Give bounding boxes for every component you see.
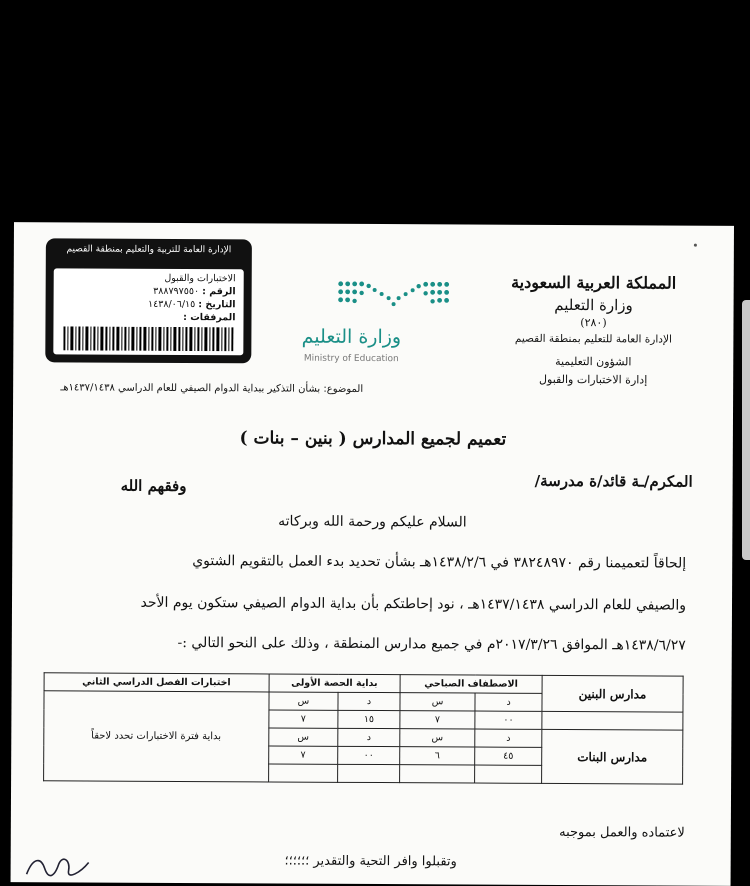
boys-first-min: ١٥ <box>338 710 400 728</box>
paper-mark <box>694 244 697 247</box>
barcode-icon <box>63 326 233 351</box>
boys-assembly-hour: ٧ <box>400 711 475 729</box>
row-head-boys: مدارس البنين <box>542 675 683 712</box>
stamp-body <box>53 268 243 355</box>
department-name: إدارة الاختبارات والقبول <box>539 372 648 387</box>
header-morning-assembly: الاصطفاف الصباحي <box>400 675 542 694</box>
unit-hour: س <box>400 693 475 711</box>
stamp-date: ١٤٣٨/٠٦/١٥ <box>148 298 196 311</box>
closing-instruction: لاعتماده والعمل بموجبه <box>559 824 685 841</box>
boys-assembly-min: ٠٠ <box>475 711 542 729</box>
header-exams: اختبارات الفصل الدراسي الثاني <box>44 673 269 692</box>
body-line-1: إلحاقاً لتعميمنا رقم ٣٨٢٤٨٩٧٠ في ١٤٣٨/٢/٦هـ بشأن تحديد بدء العمل بالتقويم الشتوي <box>192 553 687 572</box>
stamp-date-row <box>62 298 236 310</box>
general-administration: الإدارة العامة للتعليم بمنطقة القصيم <box>514 332 672 346</box>
closing-regards: وتقبلوا وافر التحية والتقدير ؛؛؛؛؛؛ <box>284 853 457 870</box>
letterhead <box>493 273 694 387</box>
table-cell <box>400 765 475 783</box>
boys-first-hour: ٧ <box>268 710 338 728</box>
girls-first-hour: ٧ <box>268 746 338 764</box>
signature-scribble-icon <box>23 850 93 880</box>
unit-min: د <box>338 692 400 710</box>
stamp-number-label: الرقم : <box>202 286 236 298</box>
stamp-attachments-label: المرفقات : <box>183 312 236 324</box>
row-head-girls: مدارس البنات <box>542 729 683 784</box>
letter-subject: الموضوع: بشأن التذكير ببداية الدوام الصيفي للعام الدراسي ١٤٣٧/١٤٣٨هـ <box>60 382 364 395</box>
unit-hour: س <box>269 692 339 710</box>
logo-dots-icon <box>337 278 452 319</box>
logo-arabic-text: وزارة التعليم <box>301 325 402 349</box>
table-cell <box>542 711 683 730</box>
exams-note: بداية فترة الاختبارات تحدد لاحقاً <box>44 691 269 782</box>
circular-title: تعميم لجميع المدارس ( بنين – بنات ) <box>239 428 507 450</box>
table-cell <box>338 764 400 782</box>
phone-side-button <box>742 300 750 560</box>
blessing: وفقهم الله <box>120 476 187 496</box>
body-line-3: ١٤٣٨/٦/٢٧هـ الموافق ٢٠١٧/٣/٢٦م في جميع مدارس المنطقة ، وذلك على النحو التالي :- <box>177 634 686 654</box>
stamp-header: الإدارة العامة للتربية والتعليم بمنطقة القصيم <box>66 244 232 256</box>
registry-stamp <box>45 238 252 363</box>
unit-min: د <box>475 729 542 747</box>
unit-hour: س <box>400 729 475 747</box>
official-letter <box>11 222 734 886</box>
girls-first-min: ٠٠ <box>338 746 400 764</box>
girls-assembly-min: ٤٥ <box>475 747 542 765</box>
ministry-logo <box>281 278 446 369</box>
greeting: السلام عليكم ورحمة الله وبركاته <box>278 513 467 531</box>
schedule-table <box>43 672 684 784</box>
logo-english-text: Ministry of Education <box>303 353 399 365</box>
body-line-2: والصيفي للعام الدراسي ١٤٣٧/١٤٣٨هـ ، نود إحاطتكم بأن بداية الدوام الصيفي ستكون يوم الأحد <box>140 594 687 614</box>
girls-assembly-hour: ٦ <box>400 747 475 765</box>
addressee: المكرم/ـة قائد/ة مدرسة/ <box>534 471 693 491</box>
header-first-period: بداية الحصة الأولى <box>269 674 400 693</box>
unit-min: د <box>338 728 400 746</box>
stamp-attachments-row <box>61 311 235 323</box>
stamp-date-label: التاريخ : <box>198 299 236 311</box>
table-cell <box>475 765 542 783</box>
kingdom-name: المملكة العربية السعودية <box>511 272 677 293</box>
educational-affairs: الشؤون التعليمية <box>555 354 632 369</box>
unit-hour: س <box>268 728 338 746</box>
ministry-code: (٢٨٠) <box>580 316 607 330</box>
ministry-name: وزارة التعليم <box>554 295 633 315</box>
stamp-number-row <box>62 285 236 297</box>
unit-min: د <box>475 693 542 711</box>
stamp-number: ٣٨٨٧٩٧٥٥٠ <box>153 285 200 298</box>
stamp-dept: الاختبارات والقبول <box>164 272 236 285</box>
table-cell <box>268 764 338 782</box>
